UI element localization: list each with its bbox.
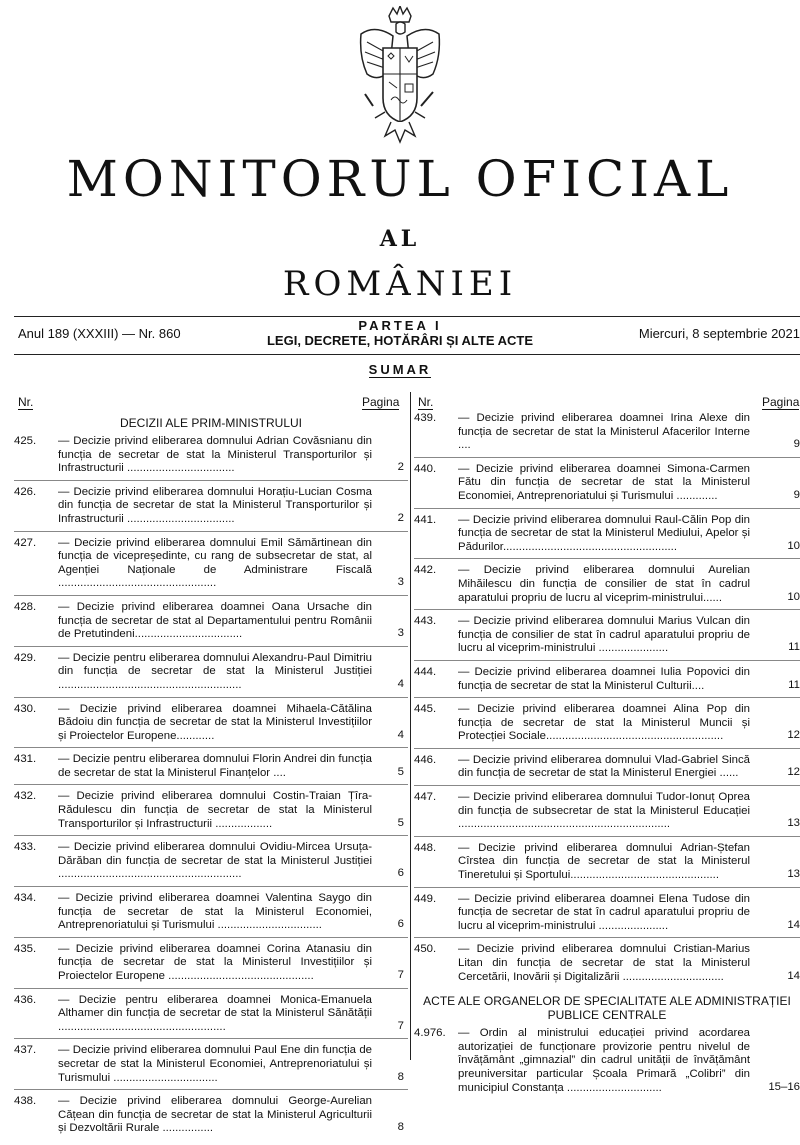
right-page-header: Pagina (762, 395, 800, 409)
toc-entry[interactable] (14, 435, 408, 481)
entry-number: 450. (414, 943, 437, 956)
entry-title: — Decizie privind eliberarea domnului Raul-Călin Pop din funcția de secretar de stat la Ministerul Mediului, Apelor și Pădurilor....................................................... (458, 513, 750, 553)
entry-number: 4.976. (414, 1027, 446, 1040)
entry-number: 447. (414, 791, 437, 804)
toc-entry[interactable] (414, 666, 800, 698)
toc-entry[interactable] (14, 753, 408, 785)
entry-title: — Decizie privind eliberarea doamnei Alina Pop din funcția de secretar de stat la Ministerul Muncii și Protecției Sociale........................................................ (458, 703, 750, 743)
toc-entry[interactable] (414, 615, 800, 661)
left-page-header: Pagina (362, 395, 400, 409)
entry-page: 13 (787, 868, 800, 881)
entry-number: 433. (14, 841, 37, 854)
left-nr-header: Nr. (18, 395, 34, 409)
entry-title: — Decizie privind eliberarea domnului Emil Sămărtinean din funcția de vicepreședinte, cu rang de subsecretar de stat, al Agenției Naționale de Administrare Fiscală .................................................. (58, 536, 372, 590)
entry-number: 435. (14, 942, 37, 955)
masthead-al: AL (379, 226, 421, 252)
entry-page: 2 (397, 511, 404, 524)
entry-page: 12 (787, 729, 800, 742)
entry-title: — Decizie pentru eliberarea doamnei Monica-Emanuela Althamer din funcția de secretar de stat la Ministerul Sănătății ..................................................... (58, 993, 372, 1033)
toc-entry[interactable] (414, 1027, 800, 1099)
summary-title: SUMAR (368, 362, 432, 377)
entry-title: — Decizie privind eliberarea domnului Vlad-Gabriel Sincă din funcția de secretar de stat la Ministerul Energiei ...... (458, 753, 750, 780)
entry-number: 449. (414, 892, 437, 905)
entry-title: — Decizie privind eliberarea domnului Adrian-Ștefan Cîrstea din funcția de secretar de stat la Ministerul Tineretului și Sportului............................................... (458, 841, 750, 882)
entry-number: 427. (14, 536, 37, 549)
toc-entry[interactable] (14, 790, 408, 836)
entry-title: — Decizie privind eliberarea doamnei Oana Ursache din funcția de secretar de stat al Departamentului pentru Românii de Pretutindeni.................................. (58, 600, 372, 641)
entry-number: 448. (414, 841, 437, 854)
entry-page: 8 (397, 1070, 404, 1083)
entry-title: — Decizie privind eliberarea domnului Cristian-Marius Litan din funcția de secretar de stat la Ministerul Cercetării, Inovării și Digitalizării ................................ (458, 943, 750, 983)
entry-page: 10 (787, 590, 800, 603)
toc-entry[interactable] (14, 841, 408, 887)
masthead-title: MONITORUL OFICIAL (66, 150, 734, 208)
entry-page: 3 (397, 627, 404, 640)
toc-entry[interactable] (14, 703, 408, 749)
section-heading: ACTE ALE ORGANELOR DE SPECIALITATE ALE ADMINISTRAȚIEI PUBLICE CENTRALE (423, 994, 791, 1023)
toc-entry[interactable] (14, 892, 408, 938)
entry-number: 443. (414, 615, 437, 628)
entry-number: 425. (14, 435, 37, 447)
entry-number: 430. (14, 702, 37, 715)
entry-page: 14 (787, 969, 800, 982)
entry-title: — Decizie pentru eliberarea domnului Alexandru-Paul Dimitriu din funcția de secretar de stat la Ministerul Justiției .......................................................... (58, 651, 372, 691)
part-heading (220, 318, 580, 348)
entry-page: 6 (397, 867, 404, 880)
entry-title: — Decizie privind eliberarea doamnei Simona-Carmen Fătu din funcția de secretar de stat la Ministerul Economiei, Antreprenoriatului și Turismului ............. (458, 462, 750, 502)
toc-entry[interactable] (14, 943, 408, 989)
entry-page: 5 (397, 765, 404, 778)
coat-of-arms-icon (355, 6, 445, 156)
toc-entry[interactable] (14, 652, 408, 698)
toc-entry[interactable] (414, 791, 800, 837)
toc-entry[interactable] (14, 1044, 408, 1090)
entry-page: 9 (793, 438, 800, 451)
toc-entry[interactable] (14, 486, 408, 532)
entry-page: 7 (397, 969, 404, 981)
entry-number: 434. (14, 892, 37, 905)
entry-title: — Decizie privind eliberarea domnului Costin-Traian Țîra-Rădulescu din funcția de secretar de stat la Ministerul Transporturilor și Infrastructurii .................. (58, 790, 372, 830)
entry-number: 437. (14, 1044, 37, 1057)
masthead-country: ROMÂNIEI (282, 264, 518, 304)
entry-title: — Decizie privind eliberarea domnului George-Aurelian Cățean din funcția de secretar de stat la Ministerul Agriculturii și Dezvoltării Rurale ................ (58, 1095, 372, 1135)
entry-number: 441. (414, 513, 437, 526)
issue-date: Miercuri, 8 septembrie 2021 (638, 326, 800, 341)
entry-page: 15–16 (768, 1080, 800, 1093)
entry-page: 13 (787, 817, 800, 830)
entry-title: — Decizie privind eliberarea domnului Ovidiu-Mircea Ursuța-Dărăban din funcția de secretar de stat la Ministerul Justiției .......................................................... (58, 841, 372, 881)
entry-title: — Decizie privind eliberarea domnului Adrian Covăsnianu din funcția de secretar de stat la Ministerul Transporturilor și Infrastructurii .................................. (58, 435, 372, 475)
entry-page: 12 (787, 766, 800, 779)
toc-entry[interactable] (414, 463, 800, 509)
toc-entry[interactable] (14, 1095, 408, 1140)
entry-page: 4 (397, 728, 404, 741)
toc-entry[interactable] (414, 943, 800, 988)
entry-title: — Decizie privind eliberarea doamnei Iulia Popovici din funcția de secretar de stat la Ministerul Culturii.... (458, 665, 750, 692)
part-label: PARTEA I (358, 318, 442, 333)
toc-entry[interactable] (414, 893, 800, 939)
toc-entry[interactable] (14, 537, 408, 596)
left-entry-list (14, 435, 408, 1140)
issue-number: Anul 189 (XXXIII) — Nr. 860 (18, 326, 181, 341)
entry-page: 5 (397, 816, 404, 829)
entry-number: 445. (414, 703, 437, 716)
entry-title: — Decizie privind eliberarea doamnei Corina Atanasiu din funcția de secretar de stat la Ministerul Investițiilor și Proiectelor Europene .............................................. (58, 942, 372, 982)
toc-entry[interactable] (414, 564, 800, 610)
entry-number: 429. (14, 651, 37, 664)
toc-entry[interactable] (414, 754, 800, 786)
section-heading: DECIZII ALE PRIM-MINISTRULUI (119, 416, 303, 430)
entry-number: 432. (14, 790, 37, 803)
entry-title: — Decizie privind eliberarea doamnei Irina Alexe din funcția de secretar de stat la Ministerul Afacerilor Interne .... (458, 412, 750, 452)
entry-title: — Decizie privind eliberarea domnului Horațiu-Lucian Cosma din funcția de secretar de stat la Ministerul Transporturilor și Infrastructurii .................................. (58, 485, 372, 525)
toc-entry[interactable] (14, 601, 408, 647)
entry-number: 428. (14, 600, 37, 613)
entry-number: 436. (14, 993, 37, 1006)
entry-title: — Decizie privind eliberarea doamnei Valentina Saygo din funcția de secretar de stat la Ministerul Economiei, Antreprenoriatului și Turismului ................................. (58, 892, 372, 932)
entry-title: — Decizie pentru eliberarea domnului Florin Andrei din funcția de secretar de stat la Ministerul Finanțelor .... (58, 753, 372, 779)
entry-page: 7 (397, 1019, 404, 1032)
entry-page: 11 (788, 641, 800, 654)
entry-page: 2 (397, 461, 404, 474)
toc-entry[interactable] (414, 412, 800, 458)
entry-page: 3 (397, 576, 404, 589)
entry-number: 446. (414, 753, 437, 766)
entry-title: — Decizie privind eliberarea doamnei Mihaela-Cătălina Bădoiu din funcția de secretar de stat la Ministerul Investițiilor și Proiectelor Europene............ (58, 702, 372, 742)
right-nr-header: Nr. (418, 395, 434, 409)
entry-title: — Decizie privind eliberarea domnului Marius Vulcan din funcția de consilier de stat în cadrul aparatului propriu de lucru al viceprim-ministrului ...................... (458, 615, 750, 655)
part-subtitle: LEGI, DECRETE, HOTĂRÂRI ȘI ALTE ACTE (266, 333, 534, 348)
entry-number: 442. (414, 564, 437, 577)
header-bottom-rule (14, 354, 800, 355)
toc-entry[interactable] (414, 514, 800, 560)
entry-number: 439. (414, 412, 437, 424)
entry-page: 4 (397, 677, 404, 690)
entry-number: 440. (414, 462, 437, 475)
toc-entry[interactable] (414, 842, 800, 888)
right-column (414, 412, 800, 1104)
right-entry-list-2 (414, 1027, 800, 1099)
entry-page: 8 (397, 1121, 404, 1134)
left-column (14, 412, 408, 1145)
entry-number: 426. (14, 485, 37, 498)
entry-page: 11 (788, 678, 800, 691)
entry-page: 10 (787, 539, 800, 552)
entry-title: — Decizie privind eliberarea domnului Tudor-Ionuț Oprea din funcția de subsecretar de stat la Ministerul Educației ................................................................... (458, 791, 750, 831)
entry-title: — Decizie privind eliberarea doamnei Elena Tudose din funcția de secretar de stat în cadrul aparatului propriu de lucru al viceprim-ministrului ...................... (458, 892, 750, 932)
right-entry-list (414, 412, 800, 988)
entry-title: — Ordin al ministrului educației privind acordarea autorizației de funcționare provizorie pentru nivelul de învățământ „gimnazial” din cadrul unității de învățământ preuniversitar particular Școala Primară „Colibri” din municipiul Constanța .............................. (458, 1027, 750, 1094)
entry-page: 9 (793, 488, 800, 501)
entry-number: 431. (14, 753, 37, 766)
entry-title: — Decizie privind eliberarea domnului Paul Ene din funcția de secretar de stat la Ministerul Economiei, Antreprenoriatului și Turismului ................................. (58, 1044, 372, 1084)
header-top-rule (14, 316, 800, 317)
entry-page: 14 (787, 918, 800, 931)
entry-title: — Decizie privind eliberarea domnului Aurelian Mihăilescu din funcția de consilier de stat în cadrul aparatului propriu de lucru al viceprim-ministrului...... (458, 564, 750, 604)
entry-page: 6 (397, 918, 404, 931)
entry-number: 444. (414, 665, 437, 678)
column-divider (410, 392, 411, 1060)
toc-entry[interactable] (14, 994, 408, 1040)
entry-number: 438. (14, 1095, 37, 1108)
toc-entry[interactable] (414, 703, 800, 749)
